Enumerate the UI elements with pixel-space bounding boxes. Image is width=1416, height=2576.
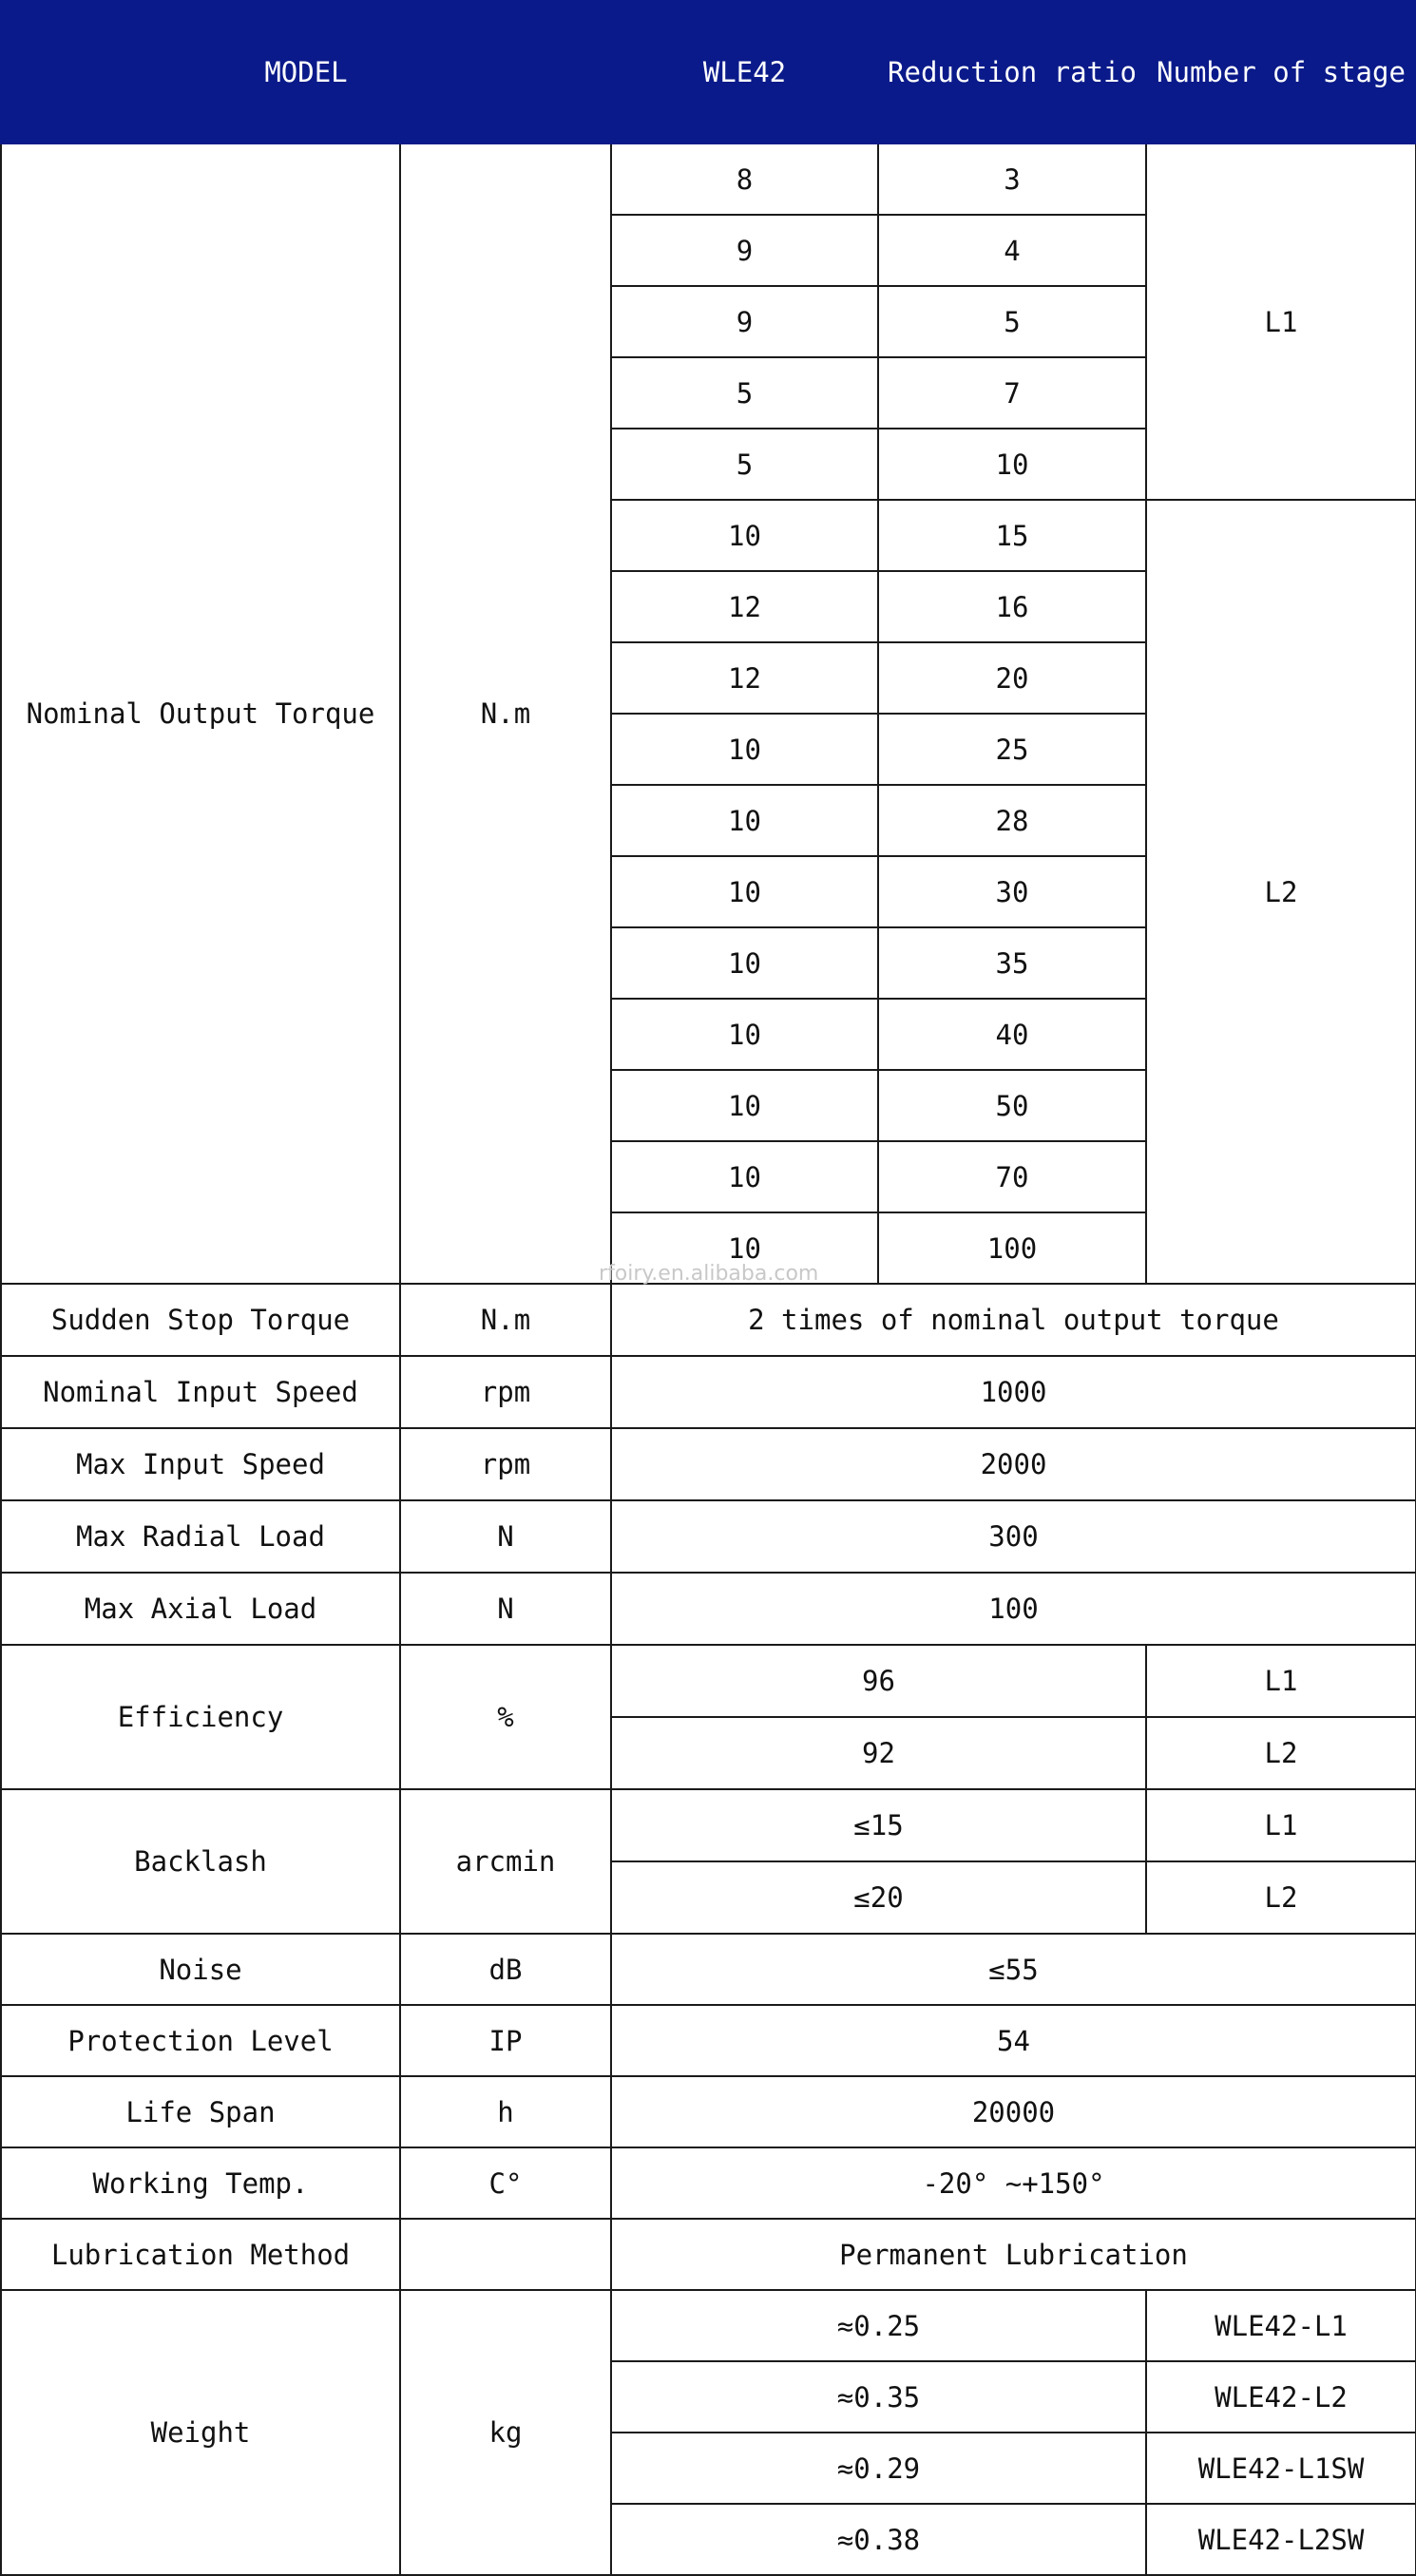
torque-ratio: 15 (878, 500, 1146, 571)
spec-value: 100 (611, 1573, 1416, 1645)
spec-label: Noise (1, 1934, 400, 2005)
backlash-value: ≤20 (611, 1861, 1146, 1934)
weight-model: WLE42-L2 (1146, 2361, 1416, 2433)
weight-value: ≈0.38 (611, 2504, 1146, 2575)
spec-label: Max Radial Load (1, 1500, 400, 1573)
spec-unit: C° (400, 2147, 611, 2219)
spec-label: Nominal Input Speed (1, 1356, 400, 1428)
backlash-row (1, 1789, 1416, 1861)
efficiency-unit: % (400, 1645, 611, 1789)
weight-value: ≈0.25 (611, 2290, 1146, 2361)
weight-value: ≈0.29 (611, 2433, 1146, 2504)
torque-row (1, 143, 1416, 215)
header-wle42: WLE42 (611, 1, 878, 143)
torque-ratio: 20 (878, 642, 1146, 714)
torque-ratio: 40 (878, 999, 1146, 1070)
torque-stage-l1: L1 (1146, 143, 1416, 500)
header-number-of-stage: Number of stage (1146, 1, 1416, 143)
torque-ratio: 70 (878, 1141, 1146, 1212)
torque-ratio: 35 (878, 927, 1146, 999)
backlash-unit: arcmin (400, 1789, 611, 1934)
torque-value: 9 (611, 286, 878, 357)
torque-value: 9 (611, 215, 878, 286)
spec-label: Sudden Stop Torque (1, 1284, 400, 1356)
spec-row-max-input-speed (1, 1428, 1416, 1500)
spec-row-max-axial-load (1, 1573, 1416, 1645)
spec-value: -20° ~+150° (611, 2147, 1416, 2219)
torque-value: 12 (611, 571, 878, 642)
spec-label: Life Span (1, 2076, 400, 2147)
torque-ratio: 30 (878, 856, 1146, 927)
spec-label: Max Input Speed (1, 1428, 400, 1500)
efficiency-stage: L2 (1146, 1717, 1416, 1789)
spec-label: Lubrication Method (1, 2219, 400, 2290)
weight-value: ≈0.35 (611, 2361, 1146, 2433)
spec-label: Working Temp. (1, 2147, 400, 2219)
header-row (1, 1, 1416, 143)
watermark: rfoiry.en.alibaba.com (599, 1262, 819, 1286)
spec-row-protection-level (1, 2005, 1416, 2076)
torque-ratio: 28 (878, 785, 1146, 856)
torque-value: 10 (611, 1212, 878, 1284)
torque-ratio: 50 (878, 1070, 1146, 1141)
torque-value: 10 (611, 856, 878, 927)
torque-stage-l2: L2 (1146, 500, 1416, 1284)
weight-row (1, 2290, 1416, 2361)
spec-value: 2 times of nominal output torque (611, 1284, 1416, 1356)
spec-unit: dB (400, 1934, 611, 2005)
spec-row-max-radial-load (1, 1500, 1416, 1573)
spec-label: Max Axial Load (1, 1573, 400, 1645)
efficiency-row (1, 1645, 1416, 1717)
backlash-label: Backlash (1, 1789, 400, 1934)
efficiency-value: 96 (611, 1645, 1146, 1717)
spec-row-working-temp (1, 2147, 1416, 2219)
backlash-value: ≤15 (611, 1789, 1146, 1861)
spec-row-life-span (1, 2076, 1416, 2147)
torque-ratio: 3 (878, 143, 1146, 215)
spec-unit: rpm (400, 1356, 611, 1428)
spec-value: ≤55 (611, 1934, 1416, 2005)
weight-model: WLE42-L1 (1146, 2290, 1416, 2361)
spec-value: 1000 (611, 1356, 1416, 1428)
spec-row-lubrication-method (1, 2219, 1416, 2290)
torque-value: 10 (611, 999, 878, 1070)
torque-value: 10 (611, 1141, 878, 1212)
header-model: MODEL (1, 1, 611, 143)
torque-unit: N.m (400, 143, 611, 1284)
torque-ratio: 100 (878, 1212, 1146, 1284)
torque-ratio: 7 (878, 357, 1146, 429)
torque-value: 5 (611, 429, 878, 500)
efficiency-value: 92 (611, 1717, 1146, 1789)
torque-value: 8 (611, 143, 878, 215)
spec-row-nominal-input-speed (1, 1356, 1416, 1428)
torque-ratio: 10 (878, 429, 1146, 500)
efficiency-label: Efficiency (1, 1645, 400, 1789)
spec-value: 20000 (611, 2076, 1416, 2147)
spec-unit: h (400, 2076, 611, 2147)
torque-label: Nominal Output Torque (1, 143, 400, 1284)
spec-row-noise (1, 1934, 1416, 2005)
torque-value: 10 (611, 500, 878, 571)
spec-value: 300 (611, 1500, 1416, 1573)
spec-value: 54 (611, 2005, 1416, 2076)
spec-unit: IP (400, 2005, 611, 2076)
torque-ratio: 16 (878, 571, 1146, 642)
spec-value: Permanent Lubrication (611, 2219, 1416, 2290)
spec-value: 2000 (611, 1428, 1416, 1500)
torque-value: 10 (611, 927, 878, 999)
weight-model: WLE42-L2SW (1146, 2504, 1416, 2575)
spec-unit (400, 2219, 611, 2290)
weight-unit: kg (400, 2290, 611, 2575)
backlash-stage: L1 (1146, 1789, 1416, 1861)
header-reduction-ratio: Reduction ratio (878, 1, 1146, 143)
spec-row-sudden-stop-torque (1, 1284, 1416, 1356)
torque-value: 10 (611, 785, 878, 856)
spec-label: Protection Level (1, 2005, 400, 2076)
efficiency-stage: L1 (1146, 1645, 1416, 1717)
spec-unit: N (400, 1500, 611, 1573)
backlash-stage: L2 (1146, 1861, 1416, 1934)
spec-unit: N.m (400, 1284, 611, 1356)
weight-model: WLE42-L1SW (1146, 2433, 1416, 2504)
torque-ratio: 4 (878, 215, 1146, 286)
spec-unit: rpm (400, 1428, 611, 1500)
spec-unit: N (400, 1573, 611, 1645)
weight-label: Weight (1, 2290, 400, 2575)
torque-ratio: 25 (878, 714, 1146, 785)
torque-ratio: 5 (878, 286, 1146, 357)
torque-value: 10 (611, 1070, 878, 1141)
torque-value: 5 (611, 357, 878, 429)
torque-value: 12 (611, 642, 878, 714)
torque-value: 10 (611, 714, 878, 785)
